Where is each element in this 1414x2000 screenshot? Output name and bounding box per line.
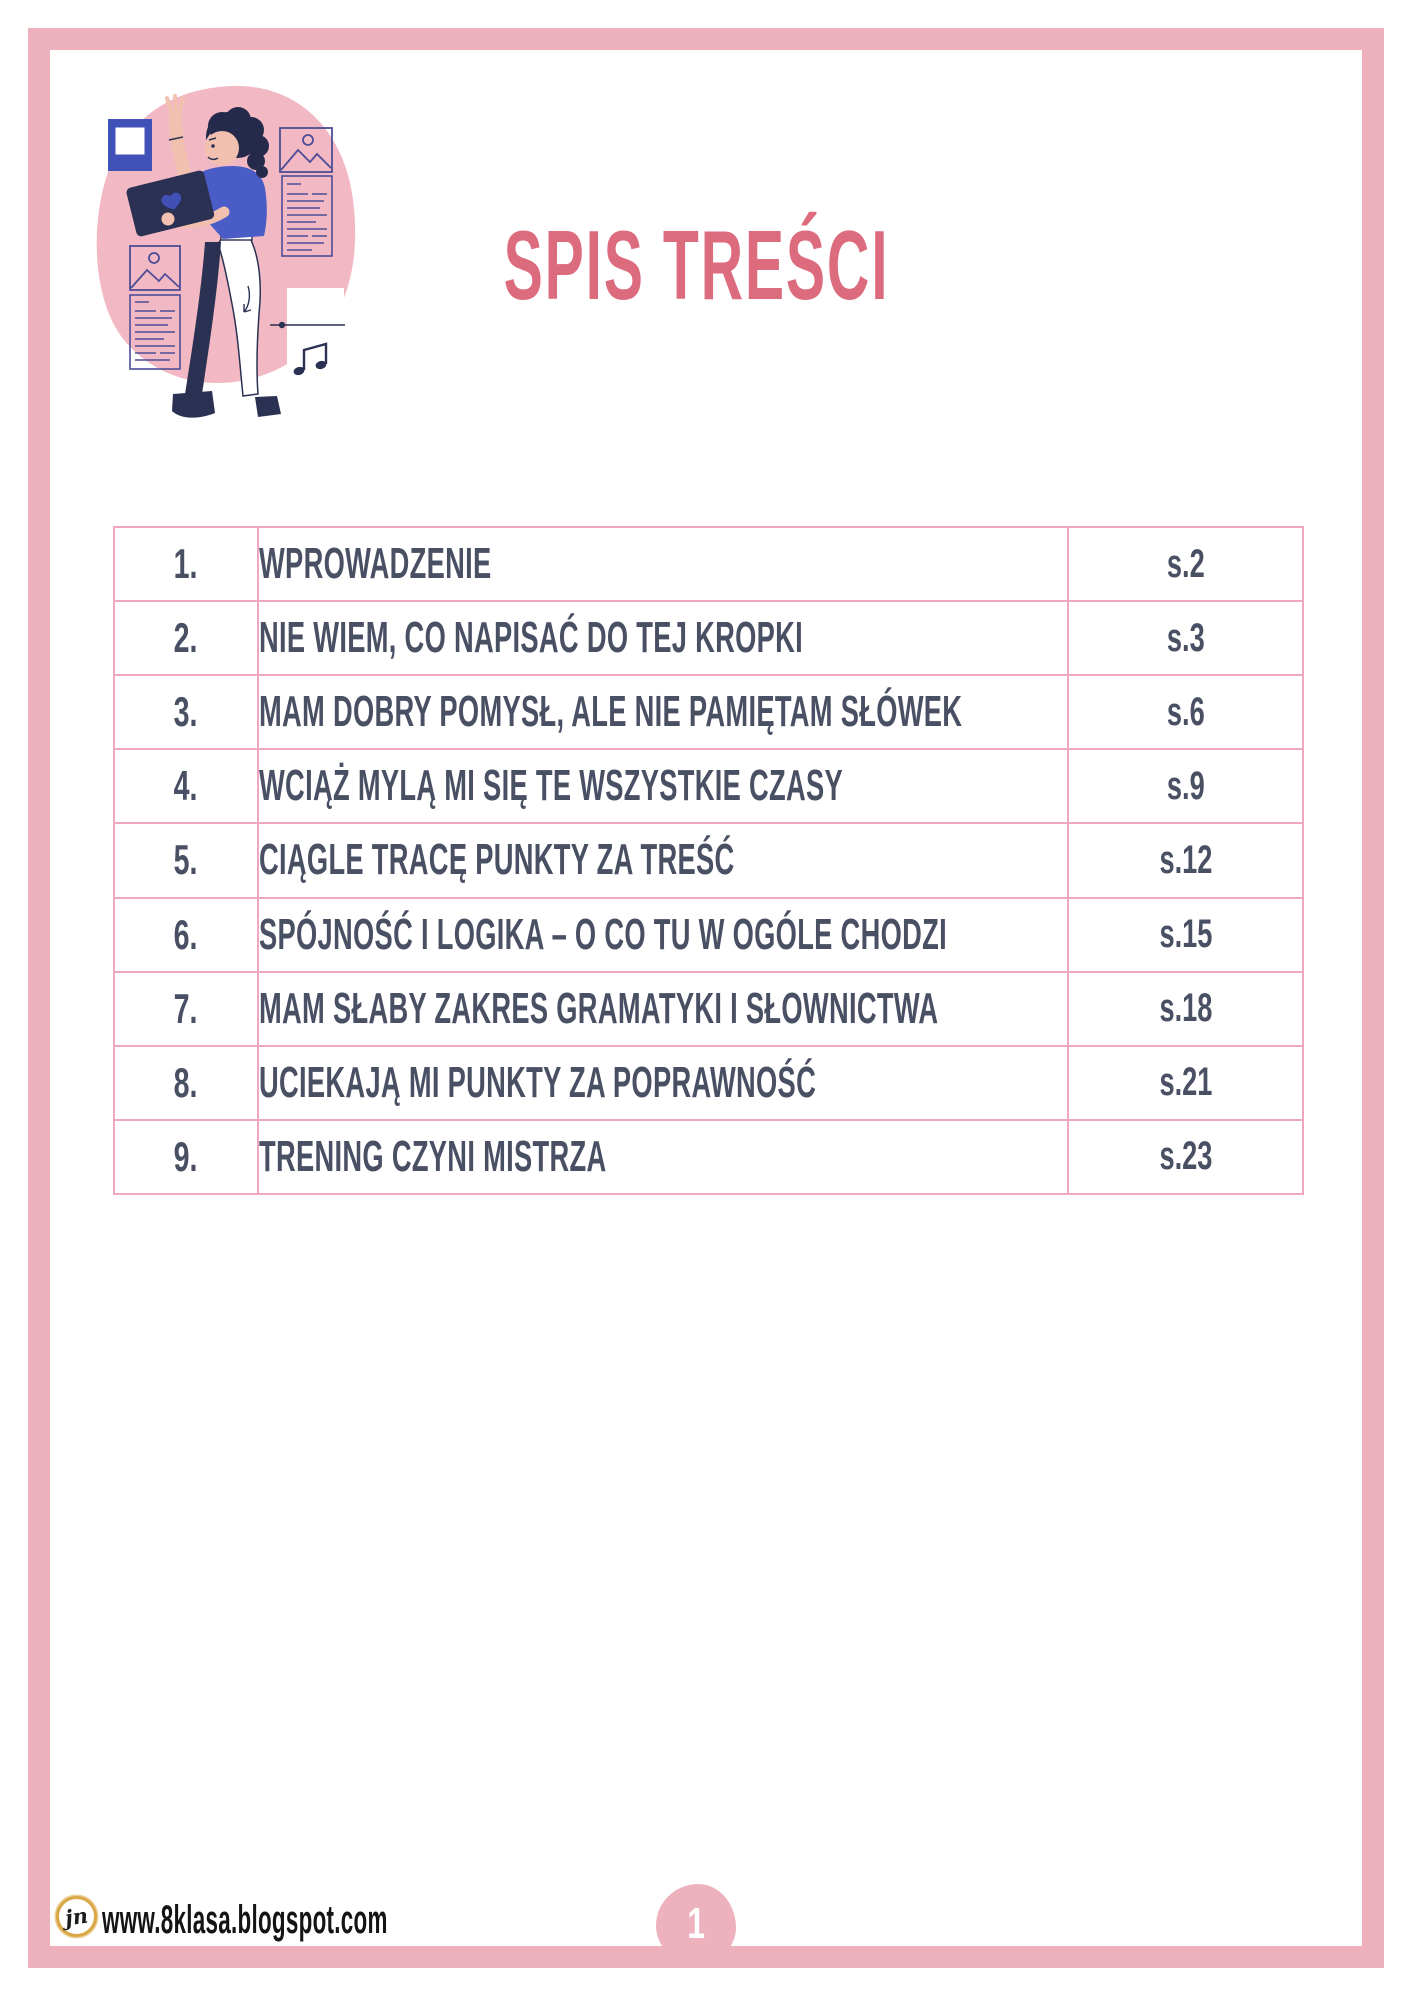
- toc-row: [114, 749, 1303, 823]
- jn-logo-text: jn: [63, 1902, 90, 1931]
- toc-row-title: CIĄGLE TRACĘ PUNKTY ZA TREŚĆ: [258, 823, 1068, 897]
- toc-row-page: s.12: [1068, 823, 1303, 897]
- page-number: 1: [687, 1899, 705, 1948]
- toc-row-number: 2.: [114, 601, 258, 675]
- toc-row-number: 1.: [114, 527, 258, 601]
- toc-row-title: SPÓJNOŚĆ I LOGIKA – O CO TU W OGÓLE CHODZI: [258, 898, 1068, 972]
- toc-row-number: 8.: [114, 1046, 258, 1120]
- toc-row-title: MAM DOBRY POMYSŁ, ALE NIE PAMIĘTAM SŁÓWEK: [258, 675, 1068, 749]
- toc-row: [114, 823, 1303, 897]
- toc-row-title: NIE WIEM, CO NAPISAĆ DO TEJ KROPKI: [258, 601, 1068, 675]
- toc-row-title: MAM SŁABY ZAKRES GRAMATYKI I SŁOWNICTWA: [258, 972, 1068, 1046]
- toc-table: [113, 526, 1304, 1195]
- website-link[interactable]: www.8klasa.blogspot.com: [102, 1898, 388, 1942]
- toc-row-page: s.9: [1068, 749, 1303, 823]
- toc-row: [114, 527, 1303, 601]
- toc-row-number: 6.: [114, 898, 258, 972]
- toc-row: [114, 1120, 1303, 1194]
- toc-row: [114, 601, 1303, 675]
- toc-row-number: 7.: [114, 972, 258, 1046]
- toc-row: [114, 898, 1303, 972]
- toc-row-number: 5.: [114, 823, 258, 897]
- page-title-wrap: [0, 210, 1414, 320]
- toc-row-number: 4.: [114, 749, 258, 823]
- page-number-badge: [656, 1884, 736, 1964]
- blue-frame-icon: [108, 119, 152, 171]
- toc-row-page: s.23: [1068, 1120, 1303, 1194]
- toc-row-title: TRENING CZYNI MISTRZA: [258, 1120, 1068, 1194]
- jn-logo: [56, 1896, 97, 1937]
- toc-row-page: s.15: [1068, 898, 1303, 972]
- toc-row-page: s.18: [1068, 972, 1303, 1046]
- toc-row-number: 3.: [114, 675, 258, 749]
- toc-row-number: 9.: [114, 1120, 258, 1194]
- toc-row-page: s.6: [1068, 675, 1303, 749]
- toc-row-page: s.3: [1068, 601, 1303, 675]
- toc-row-title: WPROWADZENIE: [258, 527, 1068, 601]
- toc-row-page: s.2: [1068, 527, 1303, 601]
- toc-row-title: WCIĄŻ MYLĄ MI SIĘ TE WSZYSTKIE CZASY: [258, 749, 1068, 823]
- toc-row-title: UCIEKAJĄ MI PUNKTY ZA POPRAWNOŚĆ: [258, 1046, 1068, 1120]
- page-title: SPIS TREŚCI: [503, 210, 889, 320]
- toc-row-page: s.21: [1068, 1046, 1303, 1120]
- toc-row: [114, 675, 1303, 749]
- toc-row: [114, 1046, 1303, 1120]
- toc-row: [114, 972, 1303, 1046]
